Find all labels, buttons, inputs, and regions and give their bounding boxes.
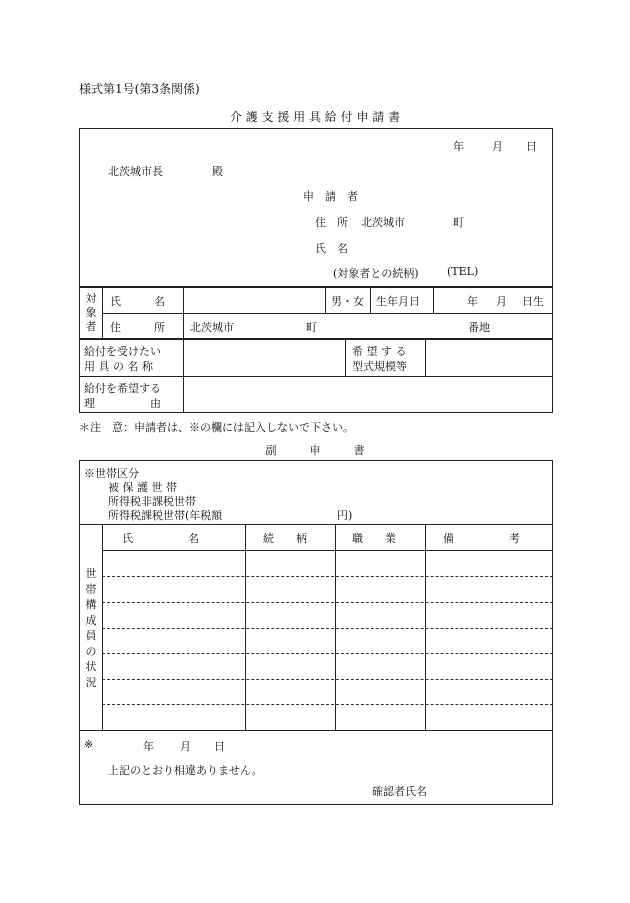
date-month: 月	[492, 140, 503, 153]
reason-label-1: 給付を希望する	[84, 382, 161, 395]
notice-text: ＊注 意：申請者は、※の欄には記入しないで下さい。	[79, 421, 354, 434]
subject-address-banchi: 番地	[468, 321, 490, 334]
addressee: 北茨城市長	[108, 165, 163, 178]
household-option-taxable: 所得税課税世帯(年税額	[108, 509, 223, 522]
form-number: 様式第1号(第3条関係)	[79, 82, 200, 96]
subject-side-label: 対象者	[85, 292, 97, 333]
table-row	[102, 653, 553, 654]
yen-suffix: 円)	[337, 509, 353, 522]
desired-model-label-2: 型式規模等	[352, 360, 407, 373]
subject-name-label: 氏 名	[110, 295, 165, 308]
applicant-name-label: 氏 名	[315, 242, 348, 255]
column-header-name: 氏 名	[122, 532, 199, 545]
birth-month: 月	[496, 295, 507, 308]
column-header-remarks: 備 考	[443, 532, 520, 545]
birth-date-label: 生年月日	[376, 295, 420, 308]
confirm-year: 年	[143, 740, 154, 753]
column-header-occupation: 職 業	[352, 532, 396, 545]
application-section	[79, 128, 553, 287]
confirmer-label: 確認者氏名	[372, 785, 427, 798]
table-row	[102, 602, 553, 603]
gender-label: 男・女	[331, 295, 364, 308]
table-row	[102, 704, 553, 705]
desired-model-label-1: 希 望 す る	[352, 345, 407, 358]
applicant-heading: 申 請 者	[303, 190, 358, 203]
confirm-month: 月	[180, 740, 191, 753]
item-name-label-2: 用 具 の 名 称	[84, 360, 153, 373]
members-side-label: 世帯構成員の状況	[85, 567, 97, 689]
tel-note: (TEL)	[447, 265, 479, 278]
household-option-nontaxable: 所得税非課税世帯	[108, 495, 196, 508]
column-header-relation: 続 柄	[263, 532, 307, 545]
household-option-protected: 被 保 護 世 帯	[108, 481, 177, 494]
relation-note: (対象者との続柄)	[333, 267, 419, 280]
birth-day-suffix: 日生	[522, 295, 544, 308]
reason-label-2: 理 由	[84, 397, 161, 410]
page-title: 介 護 支 援 用 具 給 付 申 請 書	[229, 110, 401, 124]
confirm-statement: 上記のとおり相違ありません。	[108, 764, 263, 777]
date-day: 日	[526, 140, 537, 153]
confirm-day: 日	[214, 740, 225, 753]
table-row	[102, 679, 553, 680]
table-row	[102, 576, 553, 577]
confirm-mark: ※	[84, 738, 94, 751]
applicant-address-label: 住 所	[315, 216, 348, 229]
honorific: 殿	[212, 165, 223, 178]
applicant-address-town: 町	[453, 216, 464, 229]
applicant-address-city: 北茨城市	[361, 216, 405, 229]
subject-address-town: 町	[306, 321, 317, 334]
date-year: 年	[453, 140, 464, 153]
household-heading: ※世帯区分	[84, 467, 139, 480]
subject-address-city: 北茨城市	[190, 321, 234, 334]
subject-address-label: 住 所	[110, 321, 165, 334]
item-name-label-1: 給付を受けたい	[84, 345, 161, 358]
copy-title: 副 申 書	[265, 444, 365, 457]
table-row	[102, 628, 553, 629]
birth-year: 年	[467, 295, 478, 308]
